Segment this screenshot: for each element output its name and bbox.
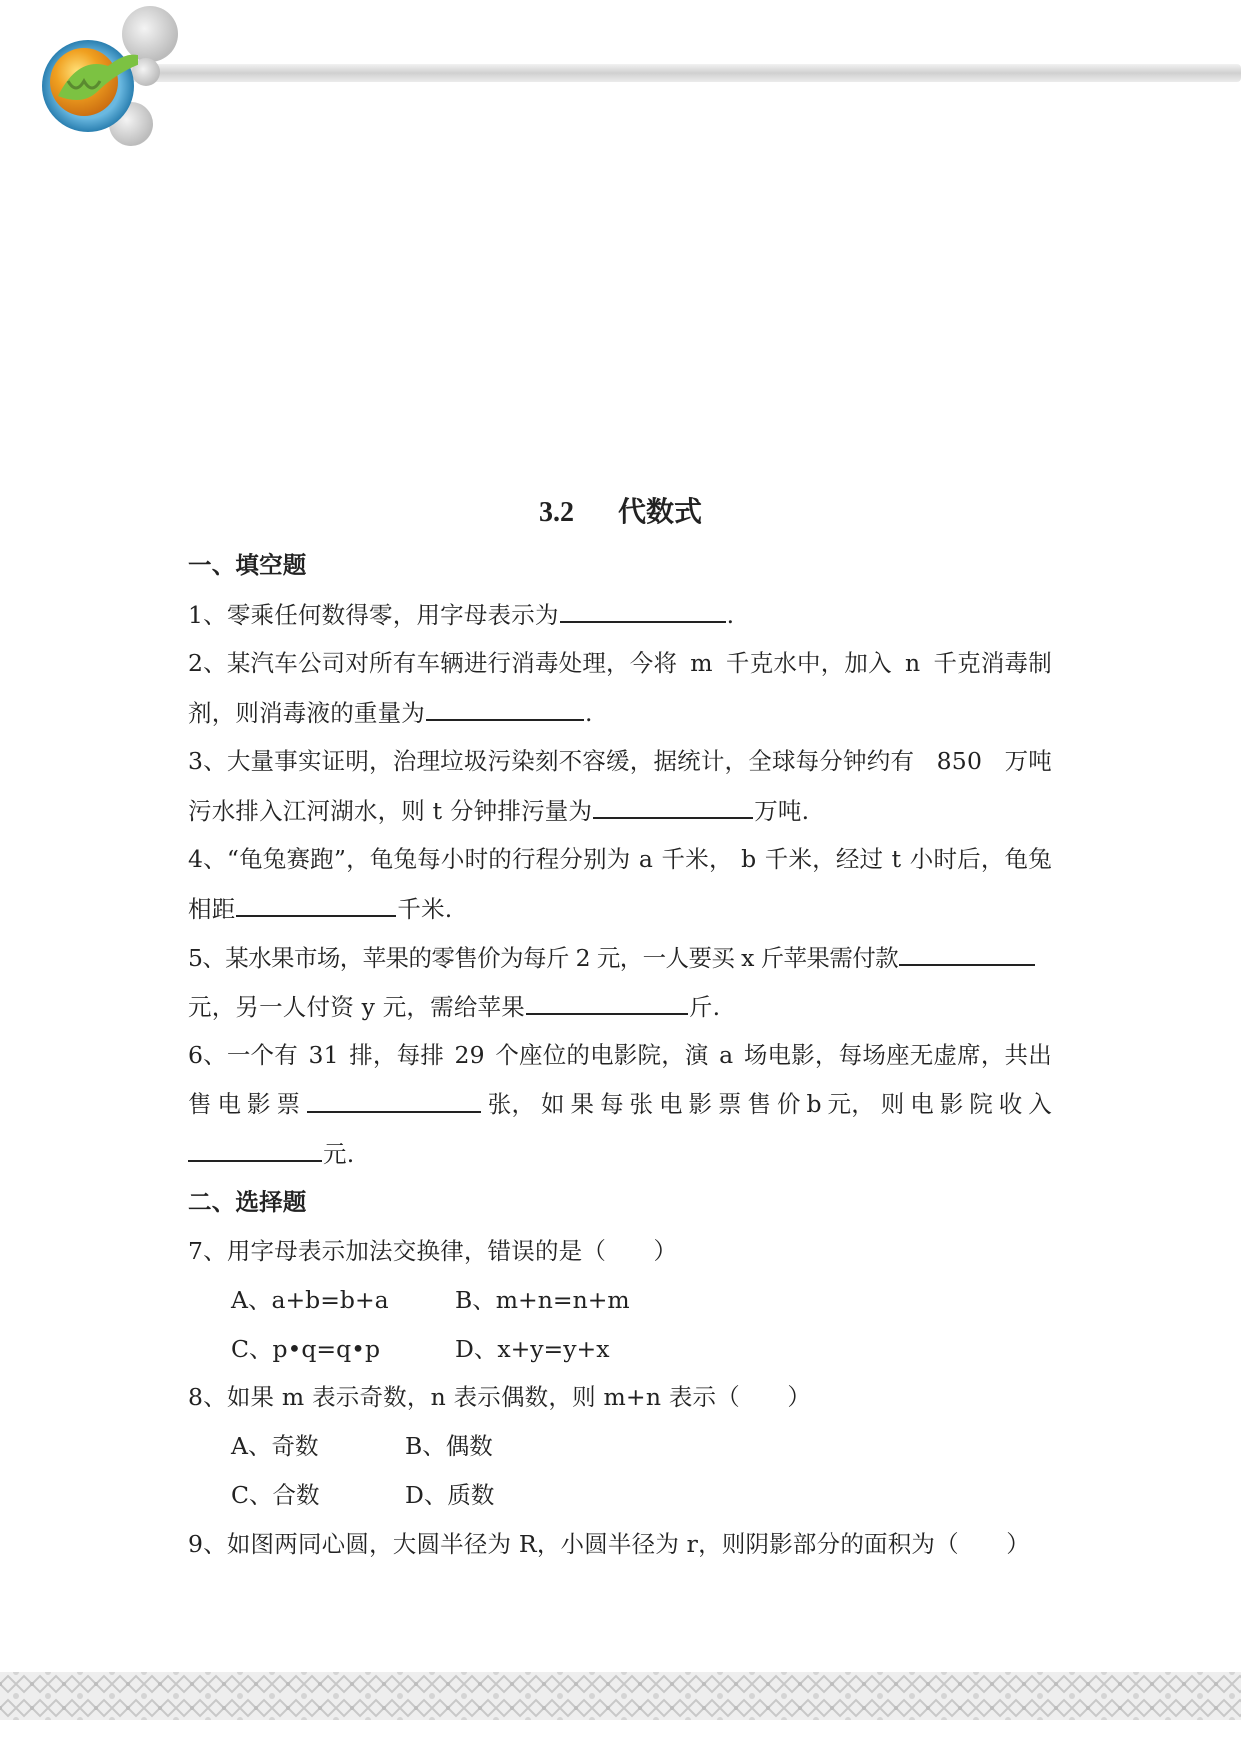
q6-line3 — [188, 1138, 354, 1169]
q6-seg: 电 — [659, 1090, 683, 1118]
q7-text: 7、用字母表示加法交换律，错误的是（ ） — [188, 1237, 678, 1265]
q6-seg: 票 — [276, 1090, 301, 1118]
q2-end: . — [585, 699, 593, 727]
q6-seg: 影 — [688, 1090, 713, 1118]
q2-text: 剂，则消毒液的重量为 — [188, 699, 425, 727]
q2-seg: 千克水中，加入 — [725, 649, 892, 677]
q2-seg: 千克消毒制 — [933, 649, 1052, 677]
q6-seg: 每 — [600, 1090, 624, 1118]
q3-line1 — [188, 746, 1052, 776]
q7-option-a[interactable]: A、a+b=b+a — [231, 1286, 389, 1314]
q1-end: . — [726, 601, 735, 629]
title-text: 代数式 — [617, 495, 702, 528]
q4-line1 — [188, 844, 1052, 874]
q6-seg: 6、一个有 — [188, 1041, 298, 1069]
q8-option-a[interactable]: A、奇数 — [231, 1432, 319, 1460]
q6-seg: 价 — [777, 1090, 801, 1118]
globe-leaf-logo-icon — [38, 36, 138, 136]
q6-line1 — [188, 1040, 1052, 1070]
q4-seg: a — [638, 845, 654, 873]
q3-text: 污水排入江河湖水，则 t 分钟排污量为 — [188, 797, 593, 825]
q6-seg: 售 — [747, 1090, 772, 1118]
answer-blank[interactable] — [426, 697, 584, 721]
q6-seg: 张， — [487, 1090, 536, 1118]
q4-seg: 千米，经过 — [764, 845, 884, 873]
q6-seg: 29 — [454, 1041, 485, 1069]
q6-seg: 电 — [910, 1090, 934, 1118]
q6-seg: 则 — [880, 1090, 905, 1118]
q6-seg: 张 — [629, 1090, 654, 1118]
q4-end: 千米. — [397, 895, 453, 923]
section-heading-multiple-choice: 二、选择题 — [188, 1188, 307, 1216]
q6-seg: 收 — [998, 1090, 1023, 1118]
q6-seg: 票 — [718, 1090, 742, 1118]
q2-seg: n — [904, 649, 921, 677]
q4-seg: 4、“龟兔赛跑”，龟兔每小时的行程分别为 — [188, 845, 631, 873]
q3-seg: 万吨 — [1004, 747, 1052, 775]
q6-seg: 元， — [827, 1090, 875, 1118]
q6-end: 元. — [323, 1140, 355, 1168]
q6-seg: 果 — [570, 1090, 595, 1118]
q5-line2 — [188, 991, 720, 1022]
q4-line2 — [188, 893, 452, 924]
page-title — [0, 490, 1241, 530]
q2-line2 — [188, 697, 593, 728]
q3-seg: 850 — [936, 747, 983, 775]
q4-text: 相距 — [188, 895, 236, 923]
q5-line1 — [188, 942, 1036, 973]
q6-seg: 个座位的电影院，演 — [495, 1041, 709, 1069]
q6-seg: 售 — [188, 1090, 212, 1118]
q9-text: 9、如图两同心圆，大圆半径为 R，小圆半径为 r，则阴影部分的面积为（ ） — [188, 1530, 1030, 1558]
q6-seg: a — [719, 1041, 734, 1069]
answer-blank[interactable] — [560, 599, 726, 623]
answer-blank[interactable] — [526, 991, 688, 1015]
q6-seg: 院 — [969, 1090, 993, 1118]
q6-seg: 入 — [1028, 1090, 1052, 1118]
q2-seg: 2、某汽车公司对所有车辆进行消毒处理，今将 — [188, 649, 678, 677]
answer-blank[interactable] — [236, 893, 396, 917]
q3-seg: 3、大量事实证明，治理垃圾污染刻不容缓，据统计，全球每分钟约有 — [188, 747, 915, 775]
q1-text: 1、零乘任何数得零，用字母表示为 — [188, 601, 559, 629]
q2-seg: m — [690, 649, 713, 677]
q3-line2 — [188, 795, 809, 826]
section-heading-fill-blank: 一、填空题 — [188, 551, 307, 579]
q3-end: 万吨. — [754, 797, 810, 825]
q7-option-c[interactable]: C、p•q=q•p — [231, 1335, 381, 1363]
q6-seg: 影 — [247, 1090, 271, 1118]
answer-blank[interactable] — [593, 795, 753, 819]
q8-option-c[interactable]: C、合数 — [231, 1481, 320, 1509]
header-decoration — [0, 0, 1241, 160]
lattice-pattern-icon — [0, 1672, 1241, 1720]
q8-text: 8、如果 m 表示奇数，n 表示偶数，则 m+n 表示（ ） — [188, 1383, 812, 1411]
q4-seg: 千米， — [661, 845, 733, 873]
q6-seg: 31 — [308, 1041, 339, 1069]
q1-line1 — [188, 599, 734, 630]
q2-line1 — [188, 648, 1052, 678]
answer-blank[interactable] — [307, 1089, 481, 1113]
title-number: 3.2 — [538, 497, 574, 528]
q6-seg: b — [806, 1090, 822, 1118]
answer-blank[interactable] — [899, 942, 1035, 966]
q5-end: 斤. — [688, 993, 721, 1021]
q6-seg: 电 — [217, 1090, 242, 1118]
q6-seg: 排，每排 — [349, 1041, 445, 1069]
q8-option-b[interactable]: B、偶数 — [405, 1432, 493, 1460]
q4-seg: t — [891, 845, 902, 873]
q5-text: 元，另一人付资 y 元，需给苹果 — [188, 993, 525, 1021]
q7-option-d[interactable]: D、x+y=y+x — [455, 1335, 610, 1363]
q6-line2 — [188, 1089, 1052, 1119]
q6-seg: 场电影，每场座无虚席，共出 — [743, 1041, 1052, 1069]
q8-option-d[interactable]: D、质数 — [405, 1481, 495, 1509]
answer-blank[interactable] — [188, 1138, 322, 1162]
q6-seg: 如 — [541, 1090, 565, 1118]
q4-seg: b — [741, 845, 757, 873]
q4-seg: 小时后，龟兔 — [909, 845, 1052, 873]
q7-option-b[interactable]: B、m+n=n+m — [455, 1286, 630, 1314]
q5-text: 5、某水果市场，苹果的零售价为每斤 2 元，一人要买 x 斤苹果需付款 — [188, 944, 899, 972]
q6-seg: 影 — [939, 1090, 964, 1118]
